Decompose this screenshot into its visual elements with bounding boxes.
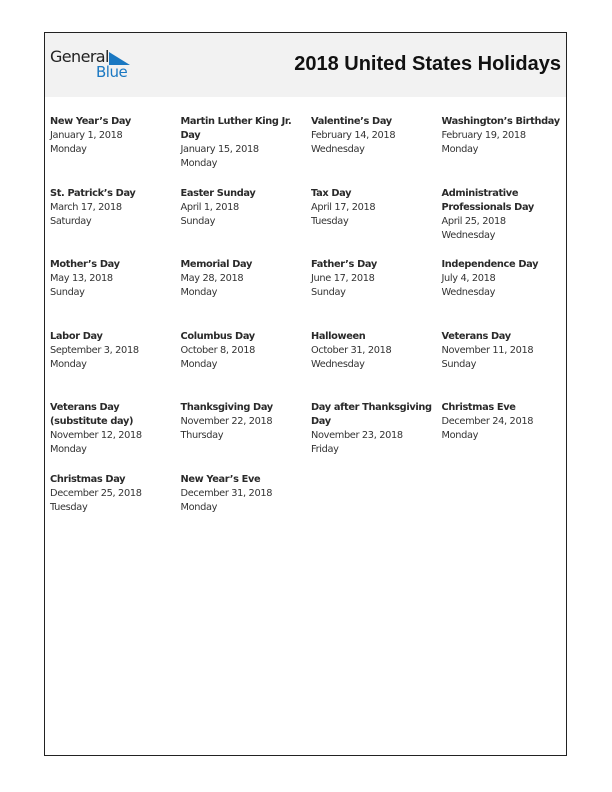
- holiday-name: Father’s Day: [311, 259, 377, 270]
- holiday-name: Easter Sunday: [180, 187, 256, 199]
- holiday-item: [50, 401, 181, 473]
- holiday-item: [50, 473, 181, 545]
- holiday-date: January 15, 2018: [180, 144, 259, 155]
- holiday-item: [442, 187, 568, 259]
- holiday-name: Veterans Day: [441, 330, 511, 342]
- holiday-weekday: Monday: [180, 287, 218, 298]
- holiday-name: Washington’s Birthday: [441, 116, 560, 127]
- holiday-weekday: Wednesday: [441, 229, 496, 241]
- holiday-date: October 8, 2018: [180, 344, 255, 356]
- holiday-weekday: Wednesday: [441, 287, 496, 298]
- holiday-item: [181, 187, 312, 259]
- holiday-name: Halloween: [311, 330, 366, 342]
- holiday-name: Veterans Day (substitute day): [50, 402, 134, 427]
- holiday-weekday: Monday: [50, 358, 87, 370]
- holiday-weekday: Sunday: [50, 287, 85, 298]
- holiday-date: March 17, 2018: [50, 201, 122, 213]
- holiday-name: Mother’s Day: [50, 259, 120, 270]
- logo-general-text: General: [50, 47, 109, 66]
- holiday-item: [50, 330, 181, 402]
- holiday-date: February 14, 2018: [311, 130, 396, 141]
- holiday-item: [311, 187, 442, 259]
- holiday-date: October 31, 2018: [311, 344, 392, 356]
- generalblue-logo: [50, 48, 140, 84]
- holiday-item: [442, 258, 568, 330]
- holiday-item: [181, 115, 312, 187]
- holiday-date: June 17, 2018: [311, 273, 375, 284]
- holiday-sheet: [44, 32, 567, 756]
- holiday-name: Columbus Day: [180, 330, 255, 342]
- holiday-weekday: Sunday: [311, 287, 346, 298]
- holiday-date: February 19, 2018: [441, 130, 526, 141]
- holiday-name: Labor Day: [50, 330, 103, 342]
- holiday-item: [311, 401, 442, 473]
- holiday-date: April 1, 2018: [180, 201, 239, 213]
- page-title: 2018 United States Holidays: [294, 53, 561, 75]
- holiday-name: Christmas Day: [50, 473, 126, 485]
- holiday-date: November 11, 2018: [441, 344, 534, 356]
- holiday-item: [311, 115, 442, 187]
- holiday-weekday: Monday: [180, 358, 218, 370]
- holiday-item: [50, 187, 181, 259]
- holiday-date: January 1, 2018: [50, 130, 123, 141]
- holiday-date: September 3, 2018: [50, 344, 139, 356]
- holiday-weekday: Monday: [441, 144, 479, 155]
- holiday-weekday: Monday: [50, 144, 87, 155]
- holiday-weekday: Thursday: [180, 430, 224, 441]
- holiday-item: [181, 258, 312, 330]
- holiday-name: Administrative Professionals Day: [441, 187, 534, 213]
- holiday-date: May 13, 2018: [50, 273, 113, 284]
- holiday-name: Thanksgiving Day: [180, 402, 273, 413]
- holiday-item: [181, 330, 312, 402]
- holiday-date: May 28, 2018: [180, 273, 244, 284]
- holiday-date: November 23, 2018: [311, 430, 403, 441]
- holiday-weekday: Wednesday: [311, 358, 365, 370]
- holiday-date: November 22, 2018: [180, 416, 273, 427]
- holiday-item: [50, 258, 181, 330]
- holiday-name: Day after Thanksgiving Day: [311, 402, 432, 427]
- holiday-name: St. Patrick’s Day: [50, 187, 136, 199]
- holiday-weekday: Monday: [180, 501, 218, 513]
- header-band: [45, 33, 566, 97]
- holiday-weekday: Tuesday: [50, 501, 88, 513]
- holiday-date: July 4, 2018: [441, 273, 496, 284]
- holiday-weekday: Friday: [311, 444, 339, 455]
- holiday-name: Valentine’s Day: [311, 116, 392, 127]
- holiday-name: Christmas Eve: [441, 402, 516, 413]
- holiday-item: [311, 330, 442, 402]
- holiday-weekday: Saturday: [50, 215, 92, 227]
- holiday-weekday: Sunday: [180, 215, 216, 227]
- holiday-weekday: Wednesday: [311, 144, 365, 155]
- holiday-name: Martin Luther King Jr. Day: [180, 116, 292, 141]
- holiday-weekday: Monday: [441, 430, 479, 441]
- holiday-name: Tax Day: [311, 187, 352, 199]
- holiday-weekday: Monday: [180, 158, 218, 169]
- holiday-grid: [50, 115, 567, 544]
- holiday-item: [442, 115, 568, 187]
- holiday-item: [442, 401, 568, 473]
- holiday-item: [311, 258, 442, 330]
- holiday-date: April 17, 2018: [311, 201, 376, 213]
- holiday-name: Independence Day: [441, 259, 539, 270]
- holiday-date: December 31, 2018: [180, 487, 273, 499]
- holiday-date: December 24, 2018: [441, 416, 534, 427]
- holiday-weekday: Tuesday: [311, 215, 349, 227]
- logo-blue-text: Blue: [96, 63, 128, 81]
- holiday-date: December 25, 2018: [50, 487, 142, 499]
- holiday-item: [50, 115, 181, 187]
- holiday-weekday: Monday: [50, 444, 87, 455]
- holiday-name: New Year’s Eve: [180, 473, 261, 485]
- holiday-date: April 25, 2018: [441, 215, 506, 227]
- holiday-weekday: Sunday: [441, 358, 477, 370]
- holiday-name: Memorial Day: [180, 259, 253, 270]
- holiday-date: November 12, 2018: [50, 430, 142, 441]
- holiday-item: [442, 330, 568, 402]
- holiday-item: [181, 401, 312, 473]
- holiday-name: New Year’s Day: [50, 116, 131, 127]
- holiday-item: [181, 473, 312, 545]
